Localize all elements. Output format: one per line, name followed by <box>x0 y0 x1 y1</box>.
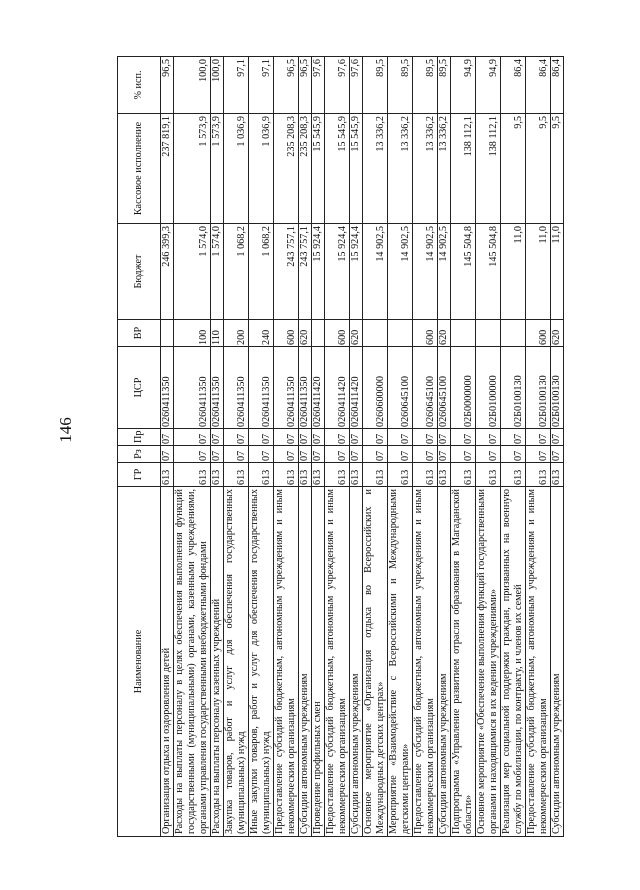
cell-pr: 07 <box>438 429 451 446</box>
cell-vr: 600 <box>526 320 551 347</box>
cell-vr: 620 <box>438 320 451 347</box>
table-row <box>526 57 551 837</box>
cell-budget: 145 504,8 <box>476 224 501 320</box>
table-row <box>249 57 274 837</box>
cell-vr: 600 <box>413 320 438 347</box>
cell-rz: 07 <box>161 446 174 463</box>
cell-name: Расходы на выплаты персоналу в целях обеспечения выполнения функций государственными (муниципальными) органами, казенными учреждениями, органами управления государственными внебюджетными фондами <box>174 487 211 837</box>
cell-pr: 07 <box>388 429 413 446</box>
cell-pct: 96,5 <box>299 57 312 114</box>
cell-csr: 0260411420 <box>325 347 350 429</box>
cell-vr: 240 <box>249 320 274 347</box>
cell-cash: 15 545,9 <box>312 114 325 224</box>
cell-rz: 07 <box>526 446 551 463</box>
cell-pct: 97,6 <box>325 57 350 114</box>
cell-gr: 613 <box>501 463 526 487</box>
cell-csr: 02Б0100000 <box>476 347 501 429</box>
cell-rz: 07 <box>174 446 211 463</box>
cell-gr: 613 <box>249 463 274 487</box>
cell-pct: 97,1 <box>249 57 274 114</box>
cell-gr: 613 <box>274 463 299 487</box>
cell-gr: 613 <box>526 463 551 487</box>
cell-gr: 613 <box>224 463 249 487</box>
cell-rz: 07 <box>325 446 350 463</box>
cell-csr: 0260645100 <box>438 347 451 429</box>
table-row <box>299 57 312 837</box>
cell-rz: 07 <box>501 446 526 463</box>
page-number: 146 <box>56 417 75 443</box>
cell-name: Предоставление субсидий бюджетным, автономным учреждениям и иным некоммерческим организациям <box>526 487 551 837</box>
cell-budget: 15 924,4 <box>325 224 350 320</box>
cell-name: Реализация мер социальной поддержки граждан, призванных на военную службу по мобилизации, по контракту, и членов их семей <box>501 487 526 837</box>
cell-csr: 0260645100 <box>388 347 413 429</box>
table-row <box>325 57 350 837</box>
cell-name: Субсидии автономным учреждениям <box>299 487 312 837</box>
cell-pr: 07 <box>350 429 363 446</box>
cell-pr: 07 <box>274 429 299 446</box>
cell-gr: 613 <box>451 463 476 487</box>
cell-pct: 100,0 <box>174 57 211 114</box>
cell-csr: 0260600000 <box>363 347 388 429</box>
table-row <box>363 57 388 837</box>
cell-vr <box>451 320 476 347</box>
cell-vr <box>388 320 413 347</box>
cell-budget: 11,0 <box>526 224 551 320</box>
cell-csr: 0260411420 <box>312 347 325 429</box>
cell-csr: 02Б0100130 <box>526 347 551 429</box>
cell-csr: 0260411350 <box>174 347 211 429</box>
table-row <box>274 57 299 837</box>
cell-name: Субсидии автономным учреждениям <box>350 487 363 837</box>
cell-rz: 07 <box>363 446 388 463</box>
cell-cash: 9,5 <box>526 114 551 224</box>
table-row <box>451 57 476 837</box>
cell-gr: 613 <box>325 463 350 487</box>
header-pct: % исп. <box>118 57 161 114</box>
cell-pr: 07 <box>551 429 564 446</box>
cell-cash: 13 336,2 <box>438 114 451 224</box>
cell-cash: 235 208,3 <box>274 114 299 224</box>
cell-budget: 11,0 <box>501 224 526 320</box>
cell-csr: 02Б0100130 <box>551 347 564 429</box>
cell-vr <box>476 320 501 347</box>
cell-name: Субсидии автономным учреждениям <box>551 487 564 837</box>
cell-budget: 11,0 <box>551 224 564 320</box>
cell-gr: 613 <box>438 463 451 487</box>
cell-csr: 0260411350 <box>161 347 174 429</box>
cell-name: Иные закупки товаров, работ и услуг для обеспечения государственных (муниципальных) нужд <box>249 487 274 837</box>
cell-pr: 07 <box>299 429 312 446</box>
cell-pr: 07 <box>476 429 501 446</box>
cell-gr: 613 <box>476 463 501 487</box>
cell-pct: 94,9 <box>451 57 476 114</box>
cell-cash: 1 036,9 <box>249 114 274 224</box>
cell-pr: 07 <box>451 429 476 446</box>
cell-cash: 1 036,9 <box>224 114 249 224</box>
cell-pct: 89,5 <box>438 57 451 114</box>
cell-gr: 613 <box>413 463 438 487</box>
table-row <box>211 57 224 837</box>
cell-vr: 620 <box>551 320 564 347</box>
cell-name: Предоставление субсидий бюджетным, автономным учреждениям и иным некоммерческим организациям <box>274 487 299 837</box>
cell-pr: 07 <box>413 429 438 446</box>
cell-pr: 07 <box>224 429 249 446</box>
cell-name: Основное мероприятие «Обеспечение выполнения функций государственными органами и находящимися в их ведении учреждениями» <box>476 487 501 837</box>
cell-name: Мероприятие «Взаимодействие с Всероссийскими и Международными детскими центрами» <box>388 487 413 837</box>
cell-gr: 613 <box>388 463 413 487</box>
cell-rz: 07 <box>476 446 501 463</box>
cell-gr: 613 <box>551 463 564 487</box>
header-budget: Бюджет <box>118 224 161 320</box>
cell-cash: 138 112,1 <box>451 114 476 224</box>
cell-pr: 07 <box>249 429 274 446</box>
cell-rz: 07 <box>274 446 299 463</box>
cell-csr: 0260411350 <box>224 347 249 429</box>
cell-pr: 07 <box>312 429 325 446</box>
cell-pct: 86,4 <box>501 57 526 114</box>
cell-budget: 1 068,2 <box>224 224 249 320</box>
cell-name: Расходы на выплаты персоналу казенных учреждений <box>211 487 224 837</box>
cell-name: Предоставление субсидий бюджетным, автономным учреждениям и иным некоммерческим организациям <box>413 487 438 837</box>
cell-vr: 620 <box>299 320 312 347</box>
cell-vr <box>312 320 325 347</box>
cell-cash: 15 545,9 <box>350 114 363 224</box>
cell-pct: 86,4 <box>526 57 551 114</box>
cell-pct: 86,4 <box>551 57 564 114</box>
cell-budget: 15 924,4 <box>350 224 363 320</box>
cell-rz: 07 <box>249 446 274 463</box>
cell-vr: 200 <box>224 320 249 347</box>
cell-gr: 613 <box>312 463 325 487</box>
cell-budget: 15 924,4 <box>312 224 325 320</box>
cell-name: Проведение профильных смен <box>312 487 325 837</box>
cell-budget: 246 399,3 <box>161 224 174 320</box>
cell-budget: 1 068,2 <box>249 224 274 320</box>
cell-rz: 07 <box>551 446 564 463</box>
header-vr: ВР <box>118 320 161 347</box>
cell-vr: 600 <box>325 320 350 347</box>
cell-rz: 07 <box>224 446 249 463</box>
cell-csr: 0260411420 <box>350 347 363 429</box>
cell-cash: 15 545,9 <box>325 114 350 224</box>
header-pr: Пр <box>118 429 161 446</box>
cell-csr: 02Б0000000 <box>451 347 476 429</box>
header-gr: ГР <box>118 463 161 487</box>
cell-pr: 07 <box>501 429 526 446</box>
cell-gr: 613 <box>363 463 388 487</box>
cell-gr: 613 <box>299 463 312 487</box>
table-row <box>388 57 413 837</box>
cell-vr: 100 <box>174 320 211 347</box>
cell-rz: 07 <box>211 446 224 463</box>
cell-budget: 14 902,5 <box>438 224 451 320</box>
cell-cash: 13 336,2 <box>363 114 388 224</box>
cell-vr <box>501 320 526 347</box>
cell-budget: 243 757,1 <box>299 224 312 320</box>
table-row <box>413 57 438 837</box>
cell-pct: 89,5 <box>363 57 388 114</box>
cell-rz: 07 <box>438 446 451 463</box>
cell-rz: 07 <box>451 446 476 463</box>
cell-rz: 07 <box>299 446 312 463</box>
cell-rz: 07 <box>413 446 438 463</box>
cell-cash: 138 112,1 <box>476 114 501 224</box>
cell-name: Основное мероприятие «Организация отдыха во Всероссийских и Международных детских центрах» <box>363 487 388 837</box>
cell-pct: 97,6 <box>312 57 325 114</box>
cell-csr: 02Б0100130 <box>501 347 526 429</box>
cell-cash: 13 336,2 <box>388 114 413 224</box>
table-header-row <box>118 57 161 837</box>
cell-pr: 07 <box>325 429 350 446</box>
table-row <box>551 57 564 837</box>
cell-cash: 235 208,3 <box>299 114 312 224</box>
cell-budget: 1 574,0 <box>174 224 211 320</box>
cell-vr <box>161 320 174 347</box>
table-row <box>174 57 211 837</box>
cell-pr: 07 <box>211 429 224 446</box>
budget-execution-table <box>117 56 564 837</box>
cell-pr: 07 <box>161 429 174 446</box>
cell-cash: 237 819,1 <box>161 114 174 224</box>
cell-cash: 9,5 <box>501 114 526 224</box>
cell-csr: 0260645100 <box>413 347 438 429</box>
table-row <box>350 57 363 837</box>
cell-vr <box>363 320 388 347</box>
cell-rz: 07 <box>350 446 363 463</box>
table-row <box>438 57 451 837</box>
cell-gr: 613 <box>211 463 224 487</box>
cell-gr: 613 <box>161 463 174 487</box>
header-rz: Рз <box>118 446 161 463</box>
table-row <box>312 57 325 837</box>
table-row <box>501 57 526 837</box>
cell-name: Субсидии автономным учреждениям <box>438 487 451 837</box>
cell-gr: 613 <box>350 463 363 487</box>
header-csr: ЦСР <box>118 347 161 429</box>
table-row <box>476 57 501 837</box>
cell-name: Закупка товаров, работ и услуг для обеспечения государственных (муниципальных) нужд <box>224 487 249 837</box>
cell-pr: 07 <box>526 429 551 446</box>
cell-rz: 07 <box>388 446 413 463</box>
cell-rz: 07 <box>312 446 325 463</box>
cell-vr: 600 <box>274 320 299 347</box>
cell-name: Предоставление субсидий бюджетным, автономным учреждениям и иным некоммерческим организациям <box>325 487 350 837</box>
cell-cash: 9,5 <box>551 114 564 224</box>
cell-gr: 613 <box>174 463 211 487</box>
cell-budget: 243 757,1 <box>274 224 299 320</box>
cell-pct: 97,1 <box>224 57 249 114</box>
cell-budget: 14 902,5 <box>363 224 388 320</box>
cell-pct: 97,6 <box>350 57 363 114</box>
cell-csr: 0260411350 <box>274 347 299 429</box>
cell-name: Организация отдыха и оздоровления детей <box>161 487 174 837</box>
cell-budget: 14 902,5 <box>413 224 438 320</box>
cell-name: Подпрограмма «Управление развитием отрасли образования в Магаданской области» <box>451 487 476 837</box>
cell-pr: 07 <box>174 429 211 446</box>
cell-csr: 0260411350 <box>299 347 312 429</box>
cell-cash: 1 573,9 <box>211 114 224 224</box>
cell-cash: 13 336,2 <box>413 114 438 224</box>
rotated-table-wrapper <box>117 57 640 837</box>
table-row <box>224 57 249 837</box>
cell-csr: 0260411350 <box>249 347 274 429</box>
table-row <box>161 57 174 837</box>
cell-cash: 1 573,9 <box>174 114 211 224</box>
cell-budget: 145 504,8 <box>451 224 476 320</box>
cell-vr: 110 <box>211 320 224 347</box>
cell-budget: 1 574,0 <box>211 224 224 320</box>
cell-budget: 14 902,5 <box>388 224 413 320</box>
cell-pr: 07 <box>363 429 388 446</box>
cell-csr: 0260411350 <box>211 347 224 429</box>
cell-pct: 100,0 <box>211 57 224 114</box>
header-cash: Кассовое исполнение <box>118 114 161 224</box>
cell-pct: 94,9 <box>476 57 501 114</box>
cell-pct: 89,5 <box>413 57 438 114</box>
table-body <box>161 57 564 837</box>
header-name: Наименование <box>118 487 161 837</box>
cell-vr: 620 <box>350 320 363 347</box>
cell-pct: 96,5 <box>274 57 299 114</box>
cell-pct: 96,5 <box>161 57 174 114</box>
cell-pct: 89,5 <box>388 57 413 114</box>
